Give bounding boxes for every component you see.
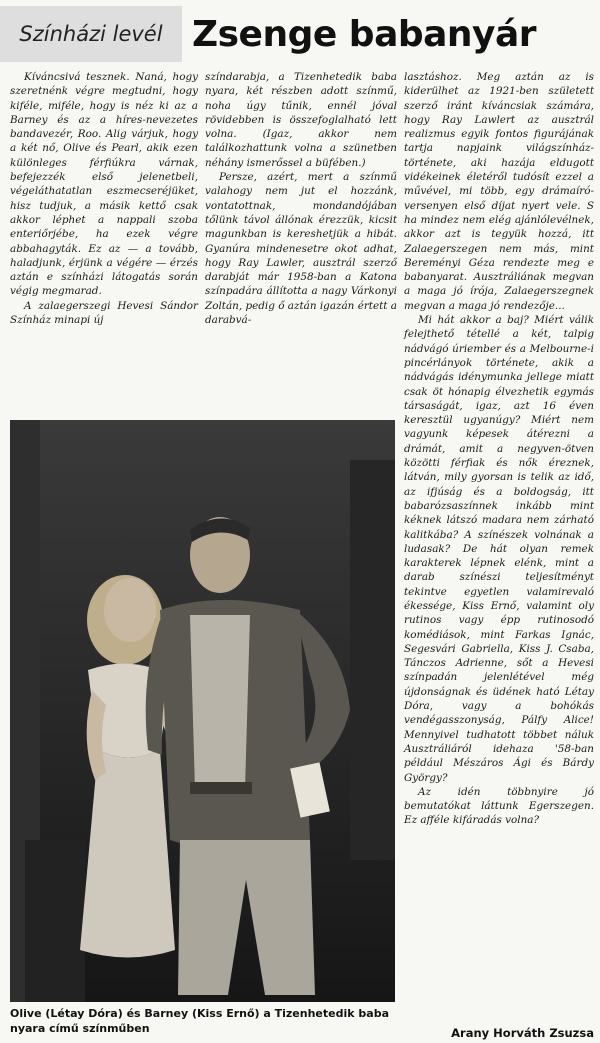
author-byline: Arany Horváth Zsuzsa	[451, 1026, 594, 1040]
stage-photo	[10, 420, 395, 1002]
paragraph: Persze, azért, mert a színmű valahogy nem jut el hozzánk, vontatottnak, mondandójában tőlünk távol állónak érezzük, kicsit magunkban is kereshetjük a hibát. Gyanúra mindenesetre okot adhat, hogy Ray Lawler, ausztrál szerző darabját már 1958-ban a Katona színpadára állította a nagy Várkonyi Zoltán, pedig ő aztán igazán értett a darabvá-	[205, 171, 397, 327]
paragraph: lasztáshoz. Meg aztán az is kiderülhet az 1921-ben született szerző iránt kíváncsiak számára, hogy Ray Lawlert az ausztrál realizmus egyik fontos figurájának tartja napjaink világszínház-története, aki hazája eldugott vidékeinek életéről tudósít ezzel a művével, mi több, egy drámaíró-versenyen első díjat nyert vele. S ha mindez nem elég ajánlólevélnek, akkor azt is tegyük hozzá, itt Zalaegerszegen nem más, mint Bereményi Géza rendezte meg e babanyarat. Ausztráliának megvan a maga jó írója, Zalaegerszegnek megvan a maga jó rendezője...	[404, 71, 594, 312]
paragraph: Kíváncsivá tesznek. Naná, hogy szeretnénk végre megtudni, hogy kiféle, miféle, hogy is néz ki az a Barney és az a híres-nevezetes bandavezér, Roo. Alig várjuk, hogy a két nő, Olive és Pearl, akik ezen különleges férfiúkra várnak, befejezzék első jelenetbeli, végeláthatatlan eszmecseréjüket, hisz tudjuk, a másik kettő csak akkor léphet a nappali szoba enteriőrjébe, ha ezek végre abbahagyták. Ez az — a tovább, haladjunk, érjünk a végére — érzés aztán e színházi látogatás során végig megmarad.	[10, 71, 198, 298]
article-column-3	[404, 70, 594, 1022]
stage-photo-illustration	[10, 420, 395, 1002]
paragraph: színdarabja, a Tizenhetedik baba nyara, két részben adott színmű, noha úgy tűnik, ennél jóval rövidebben is összefoglalható lett volna. (Igaz, akkor nem találkozhattunk volna a szünetben néhány ismerőssel a büfében.)	[205, 71, 397, 169]
paragraph: A zalaegerszegi Hevesi Sándor Színház minapi új	[10, 299, 198, 327]
article-column-2	[205, 70, 397, 327]
section-label: Színházi levél	[0, 6, 182, 62]
photo-caption: Olive (Létay Dóra) és Barney (Kiss Ernő) a Tizenhetedik baba nyara című színműben	[10, 1007, 389, 1035]
paragraph: Mi hát akkor a baj? Miért válik felejthető tétellé a két, talpig nádvágó úriember és a Melbourne-i pincérlányok története, akik a nádvágás idénymunka jellege miatt csak öt hónapig élvezhetik egymás társaságát, igaz, azt 16 éven keresztül ugyanúgy? Miért nem vagyunk képesek átérezni a drámát, amit a negyven-ötven közötti férfiak és nők éreznek, látván, mily gyorsan is telik az idő, az ifjúság és a boldogság, itt babarózsaszínnek inkább mint kéknek látszó madara nem zárható kalitkába? A színészek volnának a ludasak? De hát olyan remek karakterek lépnek elénk, mint a darab színészi teljesítményt tekintve egyetlen valamirevaló ékessége, Kiss Ernő, valamint oly rutinos vagy épp rutinosodó komédiások, mint Farkas Ignác, Segesvári Gabriella, Kiss J. Csaba, Tánczos Adrienne, sőt a Hevesi színpadán jelenlétével még újdonságnak és üdének ható Létay Dóra, vagy a bohókás vendégasszonyság, Pálfy Alice! Mennyivel tudhatott többet náluk Ausztráliáról idehaza '58-ban például Mészáros Ági és Bárdy György?	[404, 314, 594, 784]
article-column-1	[10, 70, 198, 327]
paragraph: Az idén többnyire jó bemutatókat láttunk Egerszegen. Ez afféle kifáradás volna?	[404, 785, 594, 827]
article-headline: Zsenge babanyár	[192, 14, 537, 55]
